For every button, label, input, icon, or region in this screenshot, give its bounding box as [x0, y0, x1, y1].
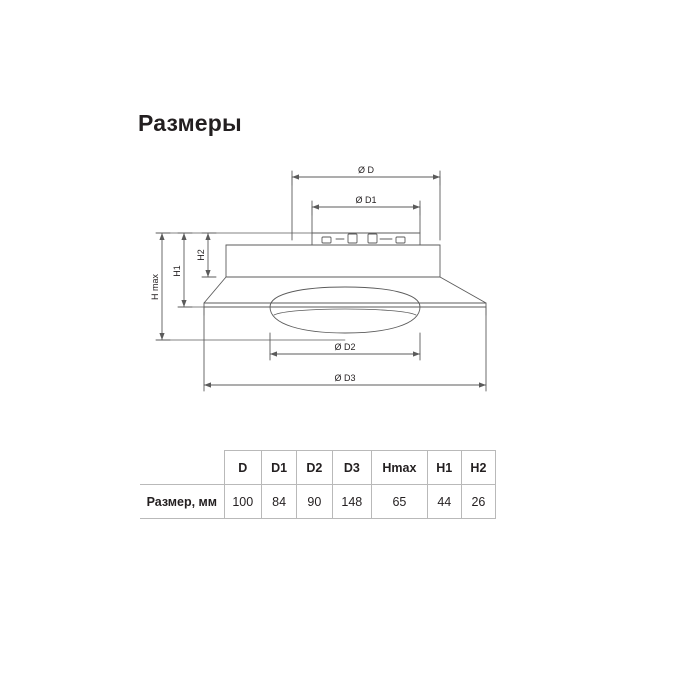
- dimensions-table: [140, 450, 496, 519]
- label-d1: Ø D1: [355, 195, 377, 205]
- label-h1: H1: [172, 265, 182, 277]
- label-h2: H2: [196, 249, 206, 261]
- table-header-h1: H1: [427, 451, 461, 485]
- label-d: Ø D: [357, 165, 375, 175]
- table-corner-cell: [140, 451, 224, 485]
- table-row: [140, 485, 496, 519]
- label-d2: Ø D2: [334, 342, 356, 352]
- table-header-h2: H2: [461, 451, 495, 485]
- table-value-d2: 90: [297, 485, 332, 519]
- product-outline: [204, 233, 486, 333]
- table-row-label: Размер, мм: [140, 485, 224, 519]
- table-value-d3: 148: [332, 485, 372, 519]
- dimensions-table-wrap: [140, 450, 496, 519]
- label-d3: Ø D3: [334, 373, 356, 383]
- table-header-d: D: [224, 451, 261, 485]
- table-value-h1: 44: [427, 485, 461, 519]
- table-value-hmax: 65: [372, 485, 428, 519]
- table-value-d1: 84: [261, 485, 296, 519]
- table-header-d3: D3: [332, 451, 372, 485]
- table-value-d: 100: [224, 485, 261, 519]
- table-value-h2: 26: [461, 485, 495, 519]
- table-header-hmax: Hmax: [372, 451, 428, 485]
- dimension-line-h1: [178, 233, 270, 307]
- table-header-d1: D1: [261, 451, 296, 485]
- dimensions-drawing: [140, 155, 560, 410]
- table-header-row: [140, 451, 496, 485]
- label-hmax: H max: [150, 273, 160, 301]
- page-title: Размеры: [138, 110, 242, 136]
- table-header-d2: D2: [297, 451, 332, 485]
